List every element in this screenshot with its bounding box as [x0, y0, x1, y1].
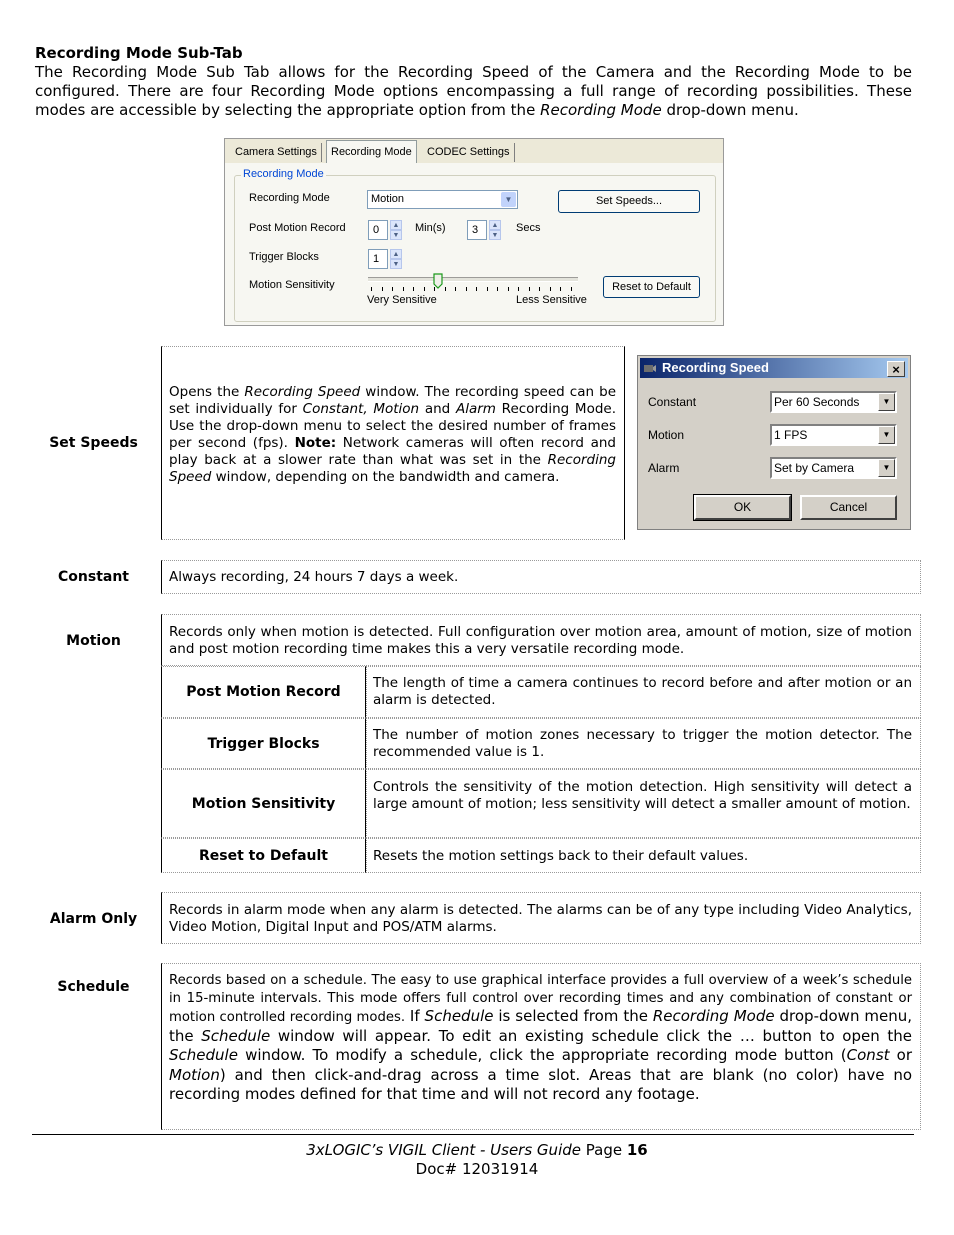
- camera-icon: [643, 362, 657, 374]
- constant-speed-dropdown[interactable]: Per 60 Seconds ▼: [770, 391, 897, 413]
- post-motion-minutes-input[interactable]: 0: [368, 220, 388, 240]
- trigger-blocks-row-label: Trigger Blocks: [207, 736, 320, 752]
- less-sensitive-label: Less Sensitive: [516, 294, 587, 306]
- slider-tick: [508, 287, 509, 291]
- schedule-row-label: Schedule: [57, 979, 130, 995]
- dialog-title: Recording Speed: [662, 360, 769, 375]
- alarm-only-description: Records in alarm mode when any alarm is detected. The alarms can be of any type including Video Analytics, Video Motion, Digital Input and POS/ATM alarms.: [169, 902, 912, 935]
- sensitivity-slider-track[interactable]: [368, 277, 578, 282]
- slider-tick: [403, 287, 404, 291]
- minutes-unit: Min(s): [415, 222, 446, 234]
- down-arrow-icon[interactable]: ▼: [390, 230, 402, 240]
- slider-tick: [382, 287, 383, 291]
- slider-tick: [445, 287, 446, 291]
- down-arrow-icon[interactable]: ▼: [489, 230, 501, 240]
- trigger-blocks-description: The number of motion zones necessary to trigger the motion detector. The recommended value is 1.: [373, 727, 912, 760]
- down-arrow-icon[interactable]: ▼: [390, 259, 402, 269]
- seconds-spinner[interactable]: [489, 220, 501, 240]
- slider-tick: [413, 287, 414, 291]
- constant-row-label: Constant: [58, 569, 129, 585]
- recording-mode-group: [234, 168, 716, 322]
- slider-tick: [518, 287, 519, 291]
- motion-sensitivity-row-label: Motion Sensitivity: [191, 796, 336, 812]
- reset-to-default-button[interactable]: Reset to Default: [603, 276, 700, 298]
- recording-mode-label: Recording Mode: [249, 192, 330, 204]
- motion-speed-dropdown[interactable]: 1 FPS ▼: [770, 424, 897, 446]
- trigger-blocks-spinner[interactable]: [390, 249, 402, 269]
- constant-description: Always recording, 24 hours 7 days a week.: [169, 569, 459, 585]
- slider-tick: [571, 287, 572, 291]
- tab-recording-mode[interactable]: Recording Mode: [326, 140, 417, 164]
- seconds-unit: Secs: [516, 222, 541, 234]
- up-arrow-icon[interactable]: ▲: [390, 249, 402, 259]
- motion-description: Records only when motion is detected. Full configuration over motion area, amount of motion, size of motion and post motion recording time makes this a very versatile recording mode.: [169, 624, 912, 657]
- slider-tick: [466, 287, 467, 291]
- slider-tick: [424, 287, 425, 291]
- set-speeds-description: Opens the Recording Speed window. The recording speed can be set individually for Constant, Motion and Alarm Recording Mode. Use the drop-down menu to select the desired number of frames per second (fps). Note: Network cameras will often record and play back at a slower rate than what was set in the Recording Speed window, depending on the bandwidth and camera.: [169, 384, 616, 485]
- slider-tick: [455, 287, 456, 291]
- motion-row-label: Motion: [66, 633, 121, 649]
- recording-mode-screenshot: [224, 138, 724, 326]
- reset-to-default-description: Resets the motion settings back to their default values.: [373, 848, 749, 864]
- post-motion-record-description: The length of time a camera continues to record before and after motion or an alarm is detected.: [373, 675, 912, 708]
- slider-tick: [539, 287, 540, 291]
- schedule-description: Records based on a schedule. The easy to use graphical interface provides a full overview of a week’s schedule in 15-minute intervals. This mode offers full control over recording times and any combination of constant or motion controlled recording modes. If Schedule is selected from the Recording Mode drop-down menu, the Schedule window will appear. To edit an existing schedule click the … button to open the Schedule window. To modify a schedule, click the appropriate recording mode button (Const or Motion) and then click-and-drag across a time slot. Areas that are blank (no color) have no recording modes defined for that time and will not record any footage.: [169, 973, 913, 1103]
- footer-rule: [32, 1134, 914, 1135]
- set-speeds-row-label: Set Speeds: [49, 435, 138, 451]
- tab-bar: [225, 139, 723, 164]
- reset-to-default-row-label: Reset to Default: [199, 848, 328, 864]
- motion-sensitivity-label: Motion Sensitivity: [249, 279, 335, 291]
- chevron-down-icon[interactable]: ▼: [878, 393, 895, 411]
- set-speeds-button[interactable]: Set Speeds...: [558, 190, 700, 213]
- slider-tick: [392, 287, 393, 291]
- close-icon[interactable]: ×: [887, 361, 905, 377]
- recording-mode-value: Motion: [371, 193, 405, 205]
- recording-speed-dialog: [637, 355, 911, 530]
- slider-tick: [560, 287, 561, 291]
- constant-label: Constant: [648, 395, 697, 409]
- alarm-label: Alarm: [648, 461, 680, 475]
- tab-panel: [225, 163, 723, 325]
- tab-camera-settings[interactable]: Camera Settings: [231, 143, 322, 162]
- alarm-speed-dropdown[interactable]: Set by Camera ▼: [770, 457, 897, 479]
- post-motion-label: Post Motion Record: [249, 222, 346, 234]
- slider-tick: [487, 287, 488, 291]
- ok-button[interactable]: OK: [694, 495, 791, 520]
- motion-sensitivity-description: Controls the sensitivity of the motion detection. High sensitivity will detect a large amount of motion; less sensitivity will detect a smaller amount of motion.: [373, 779, 912, 812]
- group-title: Recording Mode: [243, 168, 324, 180]
- very-sensitive-label: Very Sensitive: [367, 294, 437, 306]
- slider-tick: [550, 287, 551, 291]
- trigger-blocks-input[interactable]: 1: [368, 249, 388, 269]
- up-arrow-icon[interactable]: ▲: [489, 220, 501, 230]
- motion-label: Motion: [648, 428, 685, 442]
- chevron-down-icon[interactable]: ▼: [501, 192, 516, 207]
- slider-tick: [529, 287, 530, 291]
- intro-paragraph: The Recording Mode Sub Tab allows for the Recording Speed of the Camera and the Recording Mode to be configured. There are four Recording Mode options encompassing a full range of recording possibilities. These modes are accessible by selecting the appropriate option from the Recording Mode drop-down menu.: [35, 63, 912, 119]
- post-motion-record-label: Post Motion Record: [186, 684, 341, 700]
- cancel-button[interactable]: Cancel: [800, 495, 897, 520]
- tab-codec-settings[interactable]: CODEC Settings: [423, 143, 515, 162]
- post-motion-seconds-input[interactable]: 3: [467, 220, 487, 240]
- section-heading: Recording Mode Sub-Tab: [35, 44, 243, 62]
- slider-tick: [371, 287, 372, 291]
- slider-tick: [497, 287, 498, 291]
- sensitivity-slider-thumb[interactable]: [433, 273, 443, 289]
- recording-mode-dropdown[interactable]: [367, 190, 518, 209]
- chevron-down-icon[interactable]: ▼: [878, 426, 895, 444]
- minutes-spinner[interactable]: [390, 220, 402, 240]
- alarm-only-row-label: Alarm Only: [49, 911, 138, 927]
- slider-tick: [476, 287, 477, 291]
- dialog-title-bar: [640, 358, 908, 378]
- up-arrow-icon[interactable]: ▲: [390, 220, 402, 230]
- trigger-blocks-label: Trigger Blocks: [249, 251, 319, 263]
- footer-title: 3xLOGIC’s VIGIL Client - Users Guide Page 16: [306, 1141, 648, 1159]
- chevron-down-icon[interactable]: ▼: [878, 459, 895, 477]
- footer-doc-number: Doc# 12031914: [415, 1160, 539, 1178]
